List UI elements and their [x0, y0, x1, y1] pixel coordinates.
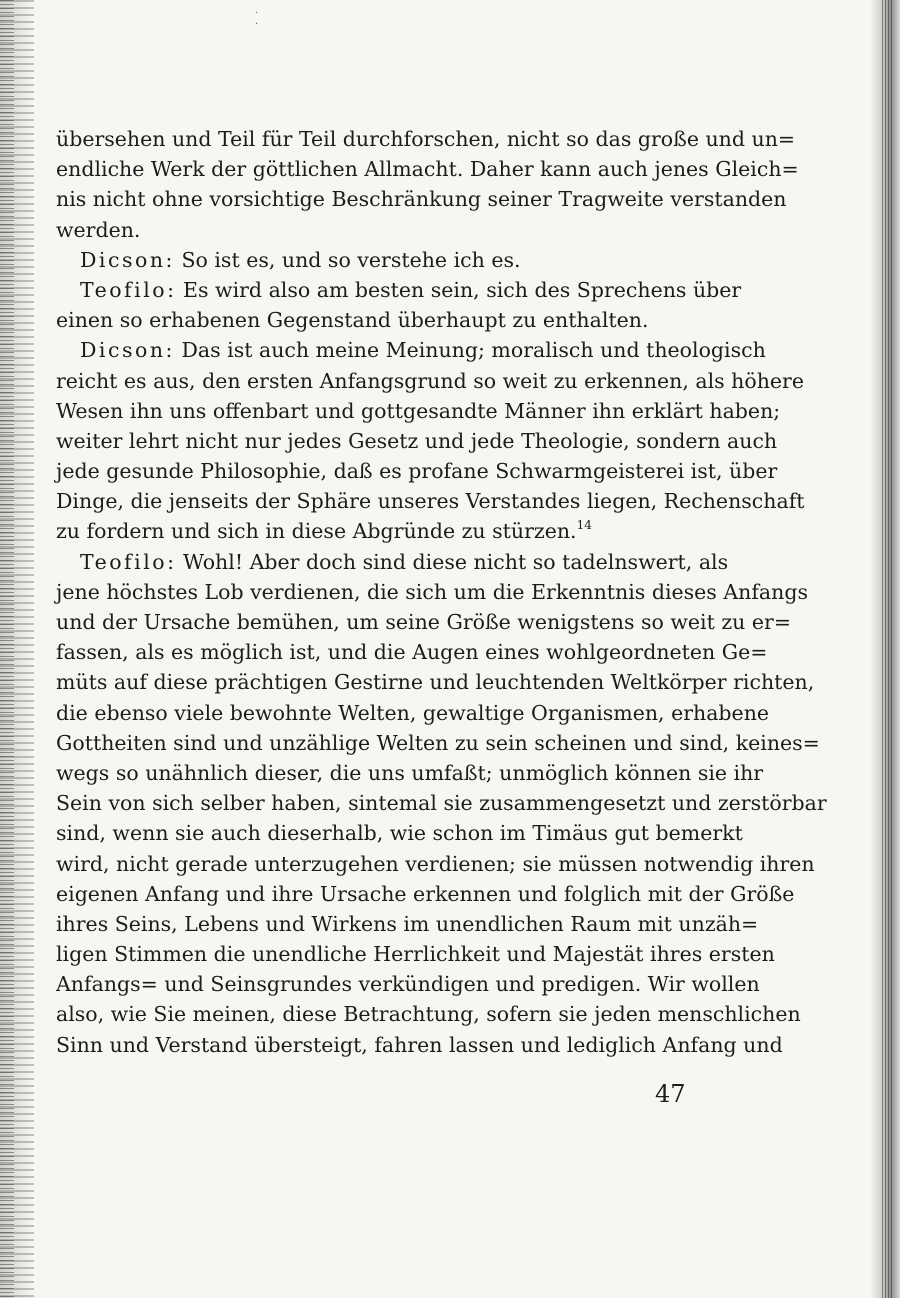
line-text: Sinn und Verstand übersteigt, fahren lassen und lediglich Anfang und [56, 1032, 783, 1057]
line-text: zu fordern und sich in diese Abgründe zu stürzen. [56, 519, 577, 544]
text-line [56, 969, 760, 999]
line-text: einen so erhabenen Gegenstand überhaupt zu enthalten. [56, 308, 649, 333]
text-line [56, 939, 775, 969]
binding-edge-left-inner [0, 0, 14, 1298]
line-text: wird, nicht gerade unterzugehen verdienen; sie müssen notwendig ihren [56, 851, 815, 876]
text-line [56, 758, 764, 788]
line-text: endliche Werk der göttlichen Allmacht. Daher kann auch jenes Gleich= [56, 157, 799, 182]
line-text: Gottheiten sind und unzählige Welten zu sein scheinen und sind, keines= [56, 730, 820, 755]
speaker-name: Dicson: [80, 247, 175, 272]
line-text: also, wie Sie meinen, diese Betrachtung, sofern sie jeden menschlichen [56, 1002, 801, 1027]
line-text: So ist es, und so verstehe ich es. [174, 247, 521, 272]
text-line [56, 849, 815, 879]
line-text: wegs so unähnlich dieser, die uns umfaßt; unmöglich können sie ihr [56, 760, 764, 785]
line-text: ihres Seins, Lebens und Wirkens im unendlichen Raum mit unzäh= [56, 911, 759, 936]
line-text: jede gesunde Philosophie, daß es profane Schwarmgeisterei ist, über [56, 459, 778, 484]
line-text: nis nicht ohne vorsichtige Beschränkung seiner Tragweite verstanden [56, 187, 787, 212]
text-line [56, 154, 799, 184]
text-line [56, 547, 729, 577]
line-text: Das ist auch meine Meinung; moralisch und theologisch [174, 338, 766, 363]
line-text: die ebenso viele bewohnte Welten, gewaltige Organismen, erhabene [56, 700, 770, 725]
text-line [56, 456, 778, 486]
text-line [56, 516, 690, 546]
text-line [56, 426, 778, 456]
text-line [56, 245, 690, 275]
line-text: sind, wenn sie auch dieserhalb, wie schon im Timäus gut bemerkt [56, 821, 743, 846]
text-line [56, 335, 766, 365]
text-line [56, 637, 768, 667]
line-text: eigenen Anfang und ihre Ursache erkennen und folglich mit der Größe [56, 881, 795, 906]
text-line [56, 275, 742, 305]
text-line [56, 607, 791, 637]
text-line [56, 215, 690, 245]
text-line [56, 577, 808, 607]
body-text [56, 124, 827, 1060]
page-number: 47 [655, 1080, 686, 1108]
speaker-name: Dicson: [80, 338, 175, 363]
text-line [56, 879, 795, 909]
text-line [56, 396, 781, 426]
line-text: Anfangs= und Seinsgrundes verkündigen und predigen. Wir wollen [56, 972, 760, 997]
line-text: und der Ursache bemühen, um seine Größe wenigstens so weit zu er= [56, 610, 791, 634]
text-line [56, 366, 804, 396]
line-text: Wohl! Aber doch sind diese nicht so tadelnswert, als [176, 549, 729, 574]
footnote-marker: 14 [576, 518, 592, 533]
line-text: Wesen ihn uns offenbart und gottgesandte Männer ihn erklärt haben; [56, 398, 781, 423]
line-text: Es wird also am besten sein, sich des Sprechens über [176, 277, 742, 302]
line-text: Sein von sich selber haben, sintemal sie zusammengesetzt und zerstörbar [56, 791, 827, 816]
text-line [56, 788, 827, 818]
page-edge-right-lines [882, 0, 892, 1298]
text-line [56, 305, 690, 335]
top-marks: · · [255, 8, 263, 30]
line-text: weiter lehrt nicht nur jedes Gesetz und jede Theologie, sondern auch [56, 428, 778, 453]
speaker-name: Teofilo: [80, 549, 177, 574]
line-text: müts auf diese prächtigen Gestirne und leuchtenden Weltkörper richten, [56, 670, 815, 695]
text-line [56, 728, 820, 758]
text-line [56, 667, 815, 697]
text-line [56, 818, 743, 848]
line-text: übersehen und Teil für Teil durchforschen, nicht so das große und un= [56, 127, 796, 151]
line-text: Dinge, die jenseits der Sphäre unseres Verstandes liegen, Rechenschaft [56, 489, 805, 514]
line-text: jene höchstes Lob verdienen, die sich um die Erkenntnis dieses Anfangs [56, 579, 808, 604]
text-line [56, 486, 805, 516]
line-text: ligen Stimmen die unendliche Herrlichkeit und Majestät ihres ersten [56, 942, 775, 967]
text-line [56, 909, 759, 939]
line-text: fassen, als es möglich ist, und die Augen eines wohlgeordneten Ge= [56, 640, 768, 665]
text-line [56, 184, 787, 214]
text-line [56, 999, 801, 1029]
text-line [56, 1030, 783, 1060]
line-text: reicht es aus, den ersten Anfangsgrund so weit zu erkennen, als höhere [56, 368, 804, 393]
text-line [56, 124, 796, 154]
text-line [56, 698, 770, 728]
speaker-name: Teofilo: [80, 277, 177, 302]
line-text: werden. [56, 217, 141, 242]
